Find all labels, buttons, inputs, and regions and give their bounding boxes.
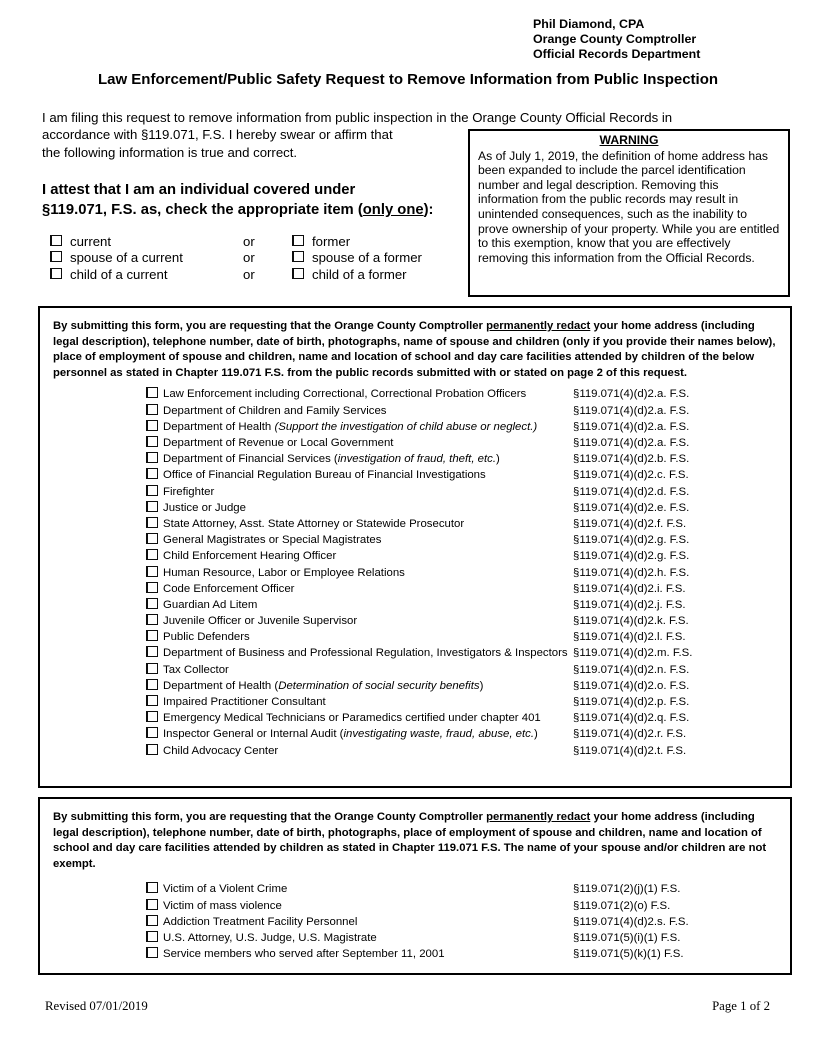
checkbox-icon[interactable]: [146, 420, 158, 431]
item-label: [163, 680, 573, 692]
checklist-row: [146, 532, 780, 548]
item-statute: §119.071(4)(d)2.a. F.S.: [573, 420, 690, 433]
revision-date: Revised 07/01/2019: [45, 999, 148, 1013]
item-text: Public Defenders: [163, 631, 250, 644]
item-text: Office of Financial Regulation Bureau of Financial Investigations: [163, 469, 486, 482]
item-label: [163, 728, 573, 740]
item-text: Law Enforcement including Correctional, Correctional Probation Officers: [163, 388, 527, 401]
item-label: [163, 534, 573, 546]
item-text: Human Resource, Labor or Employee Relations: [163, 566, 405, 579]
warning-title: WARNING: [599, 133, 659, 147]
checkbox-icon[interactable]: [146, 533, 158, 544]
checklist-row: [146, 564, 780, 580]
checklist-row: [146, 694, 780, 710]
checklist-row: [146, 946, 780, 962]
intro-line: I am filing this request to remove information from public inspection in the Orange County Official Records in: [42, 110, 673, 125]
item-text: Service members who served after September 11, 2001: [163, 948, 445, 961]
checkbox-icon[interactable]: [146, 387, 158, 398]
or-text: or: [243, 250, 255, 266]
checklist-row: [146, 645, 780, 661]
item-label: [163, 948, 573, 960]
checkbox-icon[interactable]: [146, 915, 158, 926]
checkbox-icon[interactable]: [146, 646, 158, 657]
checklist-row: [146, 403, 780, 419]
item-text: General Magistrates or Special Magistrates: [163, 534, 382, 547]
item-text: Child Enforcement Hearing Officer: [163, 550, 337, 563]
item-text: Department of Children and Family Services: [163, 404, 387, 417]
item-label: [163, 599, 573, 611]
records-department: Official Records Department: [533, 47, 701, 62]
item-statute: §119.071(4)(d)2.p. F.S.: [573, 696, 690, 709]
checkbox-icon[interactable]: [146, 598, 158, 609]
checklist-row: [146, 597, 780, 613]
checkbox-icon[interactable]: [146, 744, 158, 755]
permanently-redact-text: permanently redact: [486, 811, 591, 823]
checklist-row: [146, 662, 780, 678]
attest-option-label: spouse of a current: [70, 250, 183, 266]
item-statute: §119.071(4)(d)2.s. F.S.: [573, 915, 689, 928]
item-text: Department of Business and Professional Regulation, Investigators & Inspectors: [163, 647, 568, 660]
checkbox-icon[interactable]: [146, 630, 158, 641]
item-text: Victim of a Violent Crime: [163, 883, 288, 896]
item-label: [163, 567, 573, 579]
checkbox-icon[interactable]: [50, 268, 62, 279]
item-text: Code Enforcement Officer: [163, 582, 295, 595]
section1-box: [38, 306, 792, 788]
item-label: [163, 932, 573, 944]
checklist-row: [146, 678, 780, 694]
checklist-row: [146, 451, 780, 467]
item-statute: §119.071(4)(d)2.g. F.S.: [573, 550, 690, 563]
item-statute: §119.071(4)(d)2.a. F.S.: [573, 388, 690, 401]
checkbox-icon[interactable]: [146, 711, 158, 722]
checkbox-icon[interactable]: [50, 251, 62, 262]
checklist-row: [146, 743, 780, 759]
item-statute: §119.071(4)(d)2.f. F.S.: [573, 517, 687, 530]
item-text: Addiction Treatment Facility Personnel: [163, 915, 358, 928]
checkbox-icon[interactable]: [146, 501, 158, 512]
comptroller-header: [533, 17, 700, 63]
section1-checklist: [146, 386, 780, 758]
warning-body: As of July 1, 2019, the definition of home address has been expanded to include the parcel identification number and legal description. Removing this information from the public records may result in unintended consequences, such as the inability to prove ownership of your property. While you are entitled to this exemption, know that you are effectively removing this information from the Official Records.: [478, 148, 780, 265]
item-text: Firefighter: [163, 485, 215, 498]
warning-box: [468, 129, 790, 297]
item-statute: §119.071(4)(d)2.r. F.S.: [573, 728, 687, 741]
item-label: [163, 696, 573, 708]
section1-para-rest: your home address (including legal description), telephone number, date of birth, photographs, name of spouse and children (only if you provide their names below), place of employment of spouse and children, name and location of school and day care facilities attended by children of the below personnel as stated in Chapter 119.071 F.S. from the public records submitted with or stated on page 2 of this request.: [53, 320, 776, 379]
attest-option-label: child of a current: [70, 266, 168, 282]
item-italic-note: investigating waste, fraud, abuse, etc.: [343, 728, 535, 741]
attest-option-label: child of a former: [312, 266, 407, 282]
section1-paragraph: [53, 319, 777, 381]
item-label: [163, 453, 573, 465]
intro-line: the following information is true and correct.: [42, 144, 298, 160]
item-label: [163, 469, 573, 481]
checklist-row: [146, 898, 780, 914]
item-italic-note: (Support the investigation of child abuse or neglect.): [274, 420, 538, 433]
item-statute: §119.071(4)(d)2.o. F.S.: [573, 679, 690, 692]
item-label: [163, 916, 573, 928]
section2-para-text: By submitting this form, you are requesting that the Orange County Comptroller: [53, 811, 487, 823]
item-label: [163, 712, 573, 724]
section2-para-rest: your home address (including legal description), telephone number, date of birth, photographs, place of employment of spouse and children, name and location of school and day care facilities attended by children as stated in Chapter 119.071 F.S. The name of your spouse and/or children are not exempt.: [53, 811, 767, 870]
item-italic-note: investigation of fraud, theft, etc.: [337, 453, 497, 466]
item-statute: §119.071(4)(d)2.l. F.S.: [573, 631, 686, 644]
checkbox-icon[interactable]: [146, 582, 158, 593]
checkbox-icon[interactable]: [146, 882, 158, 893]
or-text: or: [243, 266, 255, 282]
checkbox-icon[interactable]: [146, 452, 158, 463]
checklist-row: [146, 629, 780, 645]
item-statute: §119.071(4)(d)2.b. F.S.: [573, 453, 690, 466]
checkbox-icon[interactable]: [146, 947, 158, 958]
item-statute: §119.071(4)(d)2.i. F.S.: [573, 582, 686, 595]
item-statute: §119.071(4)(d)2.a. F.S.: [573, 404, 690, 417]
item-label: [163, 405, 573, 417]
item-statute: §119.071(4)(d)2.g. F.S.: [573, 534, 690, 547]
item-statute: §119.071(5)(i)(1) F.S.: [573, 932, 681, 945]
item-statute: §119.071(2)(o) F.S.: [573, 899, 671, 912]
checkbox-icon[interactable]: [146, 679, 158, 690]
item-text: State Attorney, Asst. State Attorney or Statewide Prosecutor: [163, 517, 465, 530]
attest-option-label: spouse of a former: [312, 250, 422, 266]
attest-heading-line2: [42, 200, 433, 220]
item-text: U.S. Attorney, U.S. Judge, U.S. Magistrate: [163, 932, 377, 945]
item-text: Department of Health: [163, 420, 275, 433]
item-label: [163, 437, 573, 449]
item-statute: §119.071(4)(d)2.d. F.S.: [573, 485, 690, 498]
item-label: [163, 615, 573, 627]
checkbox-icon[interactable]: [146, 485, 158, 496]
item-text: Tax Collector: [163, 663, 229, 676]
checkbox-icon[interactable]: [146, 566, 158, 577]
item-label: [163, 550, 573, 562]
checklist-row: [146, 419, 780, 435]
item-statute: §119.071(4)(d)2.h. F.S.: [573, 566, 690, 579]
checklist-row: [146, 881, 780, 897]
item-label: [163, 502, 573, 514]
item-label: [163, 883, 573, 895]
section2-paragraph: [53, 810, 777, 872]
checkbox-icon[interactable]: [146, 727, 158, 738]
checklist-row: [146, 386, 780, 402]
checkbox-icon[interactable]: [146, 931, 158, 942]
item-text: Child Advocacy Center: [163, 744, 279, 757]
checklist-row: [146, 467, 780, 483]
checkbox-icon[interactable]: [50, 235, 62, 246]
attest-only-one: only one: [362, 202, 424, 218]
item-text: Impaired Practitioner Consultant: [163, 696, 326, 709]
item-statute: §119.071(4)(d)2.e. F.S.: [573, 501, 690, 514]
page-number: Page 1 of 2: [712, 999, 770, 1013]
attest-option-label: former: [312, 233, 351, 249]
checkbox-icon[interactable]: [146, 695, 158, 706]
checklist-row: [146, 484, 780, 500]
checklist-row: [146, 500, 780, 516]
checkbox-icon[interactable]: [146, 549, 158, 560]
comptroller-office: Orange County Comptroller: [533, 32, 697, 47]
comptroller-name: Phil Diamond, CPA: [533, 17, 645, 31]
item-statute: §119.071(4)(d)2.m. F.S.: [573, 647, 693, 660]
checklist-row: [146, 726, 780, 742]
item-statute: §119.071(4)(d)2.k. F.S.: [573, 615, 689, 628]
item-label: [163, 486, 573, 498]
checkbox-icon[interactable]: [146, 436, 158, 447]
item-label: [163, 631, 573, 643]
item-label: [163, 647, 573, 659]
checkbox-icon[interactable]: [292, 235, 304, 246]
page-title: Law Enforcement/Public Safety Request to Remove Information from Public Inspection: [97, 71, 719, 88]
checkbox-icon[interactable]: [292, 251, 304, 262]
item-statute: §119.071(4)(d)2.t. F.S.: [573, 744, 687, 757]
section1-para-text: By submitting this form, you are requesting that the Orange County Comptroller: [53, 320, 487, 332]
attest-heading-line1: I attest that I am an individual covered under: [42, 182, 356, 198]
checkbox-icon[interactable]: [146, 404, 158, 415]
checklist-row: [146, 930, 780, 946]
attest-line2-end: ):: [423, 202, 434, 218]
item-label: [163, 583, 573, 595]
checklist-row: [146, 516, 780, 532]
item-statute: §119.071(5)(k)(1) F.S.: [573, 948, 684, 961]
checklist-row: [146, 613, 780, 629]
checklist-row: [146, 710, 780, 726]
checklist-row: [146, 435, 780, 451]
checkbox-icon[interactable]: [146, 663, 158, 674]
item-statute: §119.071(4)(d)2.n. F.S.: [573, 663, 690, 676]
item-suffix: ): [479, 679, 484, 692]
checkbox-icon[interactable]: [146, 614, 158, 625]
checklist-row: [146, 914, 780, 930]
attest-line2-text: §119.071, F.S. as, check the appropriate item (: [42, 202, 363, 218]
item-suffix: ): [534, 728, 538, 741]
item-label: [163, 900, 573, 912]
item-label: [163, 518, 573, 530]
item-text: Justice or Judge: [163, 501, 246, 514]
item-text: Inspector General or Internal Audit (: [163, 728, 344, 741]
permanently-redact-text: permanently redact: [486, 320, 591, 332]
item-text: Department of Financial Services (: [163, 453, 338, 466]
item-text: Guardian Ad Litem: [163, 598, 258, 611]
section2-checklist: [146, 881, 780, 962]
checkbox-icon[interactable]: [146, 468, 158, 479]
item-statute: §119.071(4)(d)2.c. F.S.: [573, 469, 689, 482]
item-label: [163, 388, 573, 400]
checkbox-icon[interactable]: [146, 517, 158, 528]
attest-heading: [42, 180, 433, 220]
section2-box: [38, 797, 792, 975]
item-statute: §119.071(2)(j)(1) F.S.: [573, 883, 681, 896]
item-text: Emergency Medical Technicians or Paramedics certified under chapter 401: [163, 712, 541, 725]
item-text: Department of Health (: [163, 679, 279, 692]
checkbox-icon[interactable]: [292, 268, 304, 279]
or-text: or: [243, 233, 255, 249]
item-text: Department of Revenue or Local Government: [163, 437, 394, 450]
checkbox-icon[interactable]: [146, 899, 158, 910]
item-italic-note: Determination of social security benefits: [278, 679, 480, 692]
attest-options: [50, 233, 422, 283]
item-label: [163, 745, 573, 757]
item-text: Victim of mass violence: [163, 899, 282, 912]
intro-line: accordance with §119.071, F.S. I hereby swear or affirm that: [42, 127, 393, 143]
item-suffix: ): [496, 453, 500, 466]
item-label: [163, 421, 573, 433]
item-statute: §119.071(4)(d)2.a. F.S.: [573, 437, 690, 450]
item-label: [163, 664, 573, 676]
attest-option-label: current: [70, 233, 112, 249]
checklist-row: [146, 581, 780, 597]
item-statute: §119.071(4)(d)2.j. F.S.: [573, 598, 686, 611]
checklist-row: [146, 548, 780, 564]
item-statute: §119.071(4)(d)2.q. F.S.: [573, 712, 690, 725]
item-text: Juvenile Officer or Juvenile Supervisor: [163, 615, 358, 628]
